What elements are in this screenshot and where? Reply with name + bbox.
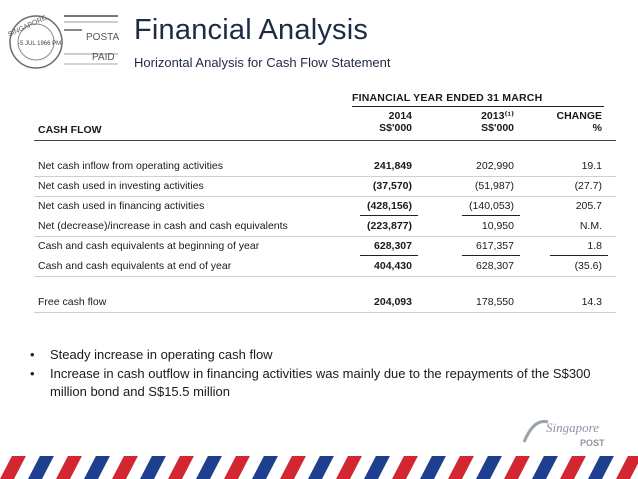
row-change: 205.7 xyxy=(575,200,602,212)
fy-rule xyxy=(352,106,604,107)
row-label: Net (decrease)/increase in cash and cash equivalents xyxy=(38,220,288,232)
row-value-2014: 628,307 xyxy=(374,240,412,252)
row-change: 19.1 xyxy=(581,160,602,172)
row-value-2014: (428,156) xyxy=(367,200,412,212)
row-label: Net cash inflow from operating activities xyxy=(38,160,223,172)
table-row xyxy=(34,196,616,216)
airmail-border xyxy=(0,452,638,479)
row-value-2014: 404,430 xyxy=(374,260,412,272)
table-row xyxy=(34,256,616,276)
stamp-country: SINGAPORE xyxy=(7,14,48,39)
free-cash-flow-row xyxy=(34,292,616,312)
list-item xyxy=(30,346,610,364)
table-row xyxy=(34,216,616,236)
row-label: Cash and cash equivalents at end of year xyxy=(38,260,232,272)
col-header-2014: 2014 S$'000 xyxy=(379,110,412,134)
stamp-date: -5 JUL 1966 PM xyxy=(18,41,62,47)
row-value-2014: (223,877) xyxy=(367,220,412,232)
bullet-text: Steady increase in operating cash flow xyxy=(50,347,273,362)
table-row xyxy=(34,156,616,176)
row-change: (35.6) xyxy=(574,260,602,272)
header-rule xyxy=(34,140,616,141)
bullet-list xyxy=(30,346,610,402)
row-label: Free cash flow xyxy=(38,296,107,308)
row-value-2013: (51,987) xyxy=(474,180,514,192)
bullet-text: Increase in cash outflow in financing activities was mainly due to the repayments of the S$300 million bond and S$15.5 million xyxy=(50,366,591,399)
postmark-stamp-icon xyxy=(6,8,124,80)
row-change: N.M. xyxy=(579,220,602,232)
table-row xyxy=(34,236,616,256)
row-value-2014: (37,570) xyxy=(372,180,412,192)
logo-sub: POST xyxy=(580,438,605,448)
row-value-2013: 628,307 xyxy=(476,260,514,272)
row-change: 14.3 xyxy=(581,296,602,308)
fy-heading: FINANCIAL YEAR ENDED 31 MARCH xyxy=(352,92,543,104)
stamp-line1: POSTA xyxy=(86,32,120,43)
row-label: Net cash used in financing activities xyxy=(38,200,205,212)
section-label: CASH FLOW xyxy=(38,124,102,136)
bullet-icon: • xyxy=(30,366,35,381)
row-value-2014: 204,093 xyxy=(374,296,412,308)
row-label: Cash and cash equivalents at beginning of year xyxy=(38,240,260,252)
singpost-logo-icon xyxy=(520,412,620,452)
row-value-2013: (140,053) xyxy=(469,200,514,212)
stamp-line2: PAID xyxy=(92,52,115,63)
row-divider xyxy=(34,312,616,313)
col-header-change: CHANGE % xyxy=(556,110,602,134)
row-value-2013: 202,990 xyxy=(476,160,514,172)
row-label: Net cash used in investing activities xyxy=(38,180,204,192)
page-subtitle: Horizontal Analysis for Cash Flow Statement xyxy=(134,55,391,70)
table-row xyxy=(34,176,616,196)
row-change: 1.8 xyxy=(587,240,602,252)
logo-name: Singapore xyxy=(546,420,599,435)
row-value-2013: 10,950 xyxy=(481,220,514,232)
row-value-2013: 178,550 xyxy=(476,296,514,308)
row-value-2013: 617,357 xyxy=(476,240,514,252)
bullet-icon: • xyxy=(30,347,35,362)
row-change: (27.7) xyxy=(574,180,602,192)
list-item xyxy=(30,365,610,401)
page-title: Financial Analysis xyxy=(134,14,369,46)
row-value-2014: 241,849 xyxy=(374,160,412,172)
col-header-2013: 2013⁽¹⁾ S$'000 xyxy=(481,110,514,134)
row-divider xyxy=(34,276,616,277)
